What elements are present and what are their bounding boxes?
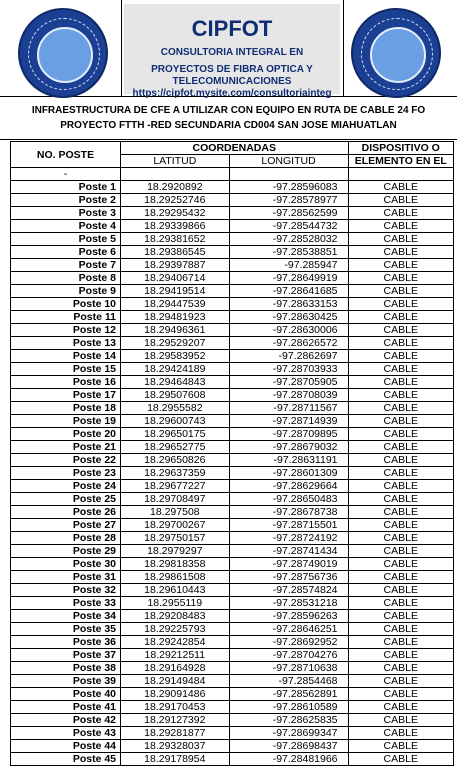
table-cell[interactable]: Poste 38 — [11, 662, 121, 675]
table-cell[interactable]: 18.29424189 — [121, 363, 230, 376]
table-row — [11, 506, 454, 519]
table-cell[interactable]: Poste 11 — [11, 311, 121, 324]
table-cell[interactable]: 18.29700267 — [121, 519, 230, 532]
table-cell[interactable]: -97.28709895 — [229, 428, 348, 441]
table-cell[interactable]: 18.297508 — [121, 506, 230, 519]
table-cell[interactable]: -97.28649919 — [229, 272, 348, 285]
table-row — [11, 311, 454, 324]
table-row — [11, 688, 454, 701]
table-cell[interactable]: -97.28714939 — [229, 415, 348, 428]
table-cell[interactable]: -97.28715501 — [229, 519, 348, 532]
table-cell[interactable]: CABLE — [348, 272, 453, 285]
table-row — [11, 636, 454, 649]
table-row — [11, 545, 454, 558]
table-cell[interactable]: -97.28711567 — [229, 402, 348, 415]
project-line-1: INFRAESTRUCTURA DE CFE A UTILIZAR CON EQUIPO EN RUTA DE CABLE 24 FO — [31, 105, 426, 116]
table-cell[interactable]: 18.29818358 — [121, 558, 230, 571]
table-cell[interactable]: -97.28631191 — [229, 454, 348, 467]
table-cell[interactable]: Poste 2 — [11, 194, 121, 207]
table-cell[interactable]: 18.29507608 — [121, 389, 230, 402]
table-cell[interactable]: CABLE — [348, 701, 453, 714]
table-cell[interactable]: -97.28538851 — [229, 246, 348, 259]
table-cell[interactable]: -97.28641685 — [229, 285, 348, 298]
table-cell[interactable]: -97.28481966 — [229, 753, 348, 766]
table-cell[interactable]: CABLE — [348, 285, 453, 298]
table-cell[interactable]: CABLE — [348, 441, 453, 454]
table-cell[interactable]: Poste 30 — [11, 558, 121, 571]
table-row — [11, 623, 454, 636]
header-no-poste[interactable]: NO. POSTE — [11, 142, 121, 168]
table-cell[interactable]: -97.28724192 — [229, 532, 348, 545]
table-row — [11, 701, 454, 714]
table-cell[interactable]: Poste 42 — [11, 714, 121, 727]
table-row — [11, 649, 454, 662]
table-cell[interactable]: 18.29650826 — [121, 454, 230, 467]
table-cell[interactable]: CABLE — [348, 194, 453, 207]
table-cell[interactable]: Poste 3 — [11, 207, 121, 220]
table-cell[interactable]: 18.29652775 — [121, 441, 230, 454]
header-block — [0, 0, 457, 97]
table-cell[interactable]: 18.29637359 — [121, 467, 230, 480]
header-dispositivo-2[interactable]: ELEMENTO EN EL — [348, 155, 453, 168]
table-cell[interactable]: 18.29481923 — [121, 311, 230, 324]
table-row — [11, 337, 454, 350]
table-cell[interactable]: -97.28562891 — [229, 688, 348, 701]
table-cell[interactable]: 18.29225793 — [121, 623, 230, 636]
table-cell[interactable]: Poste 1 — [11, 181, 121, 194]
table-row — [11, 233, 454, 246]
table-row — [11, 584, 454, 597]
table-cell[interactable]: Poste 35 — [11, 623, 121, 636]
table-cell[interactable]: 18.29861508 — [121, 571, 230, 584]
table-cell[interactable]: Poste 20 — [11, 428, 121, 441]
brand-subtitle-2: PROYECTOS DE FIBRA OPTICA Y — [151, 64, 313, 75]
table-cell[interactable]: -97.28596083 — [229, 181, 348, 194]
table-cell[interactable]: -97.28574824 — [229, 584, 348, 597]
table-cell[interactable]: CABLE — [348, 454, 453, 467]
table-cell[interactable]: Poste 8 — [11, 272, 121, 285]
table-cell[interactable]: 18.29610443 — [121, 584, 230, 597]
table-cell[interactable]: Poste 31 — [11, 571, 121, 584]
table-cell[interactable]: Poste 15 — [11, 363, 121, 376]
brand-subtitle-3: TELECOMUNICACIONES — [172, 76, 292, 87]
table-cell[interactable]: -97.28528032 — [229, 233, 348, 246]
table-cell[interactable]: Poste 4 — [11, 220, 121, 233]
table-cell[interactable]: Poste 26 — [11, 506, 121, 519]
table-cell[interactable]: CABLE — [348, 311, 453, 324]
table-row — [11, 207, 454, 220]
table-cell[interactable]: CABLE — [348, 727, 453, 740]
table-cell[interactable]: -97.28531218 — [229, 597, 348, 610]
header-dispositivo-1[interactable]: DISPOSITIVO O — [348, 142, 453, 155]
table-cell[interactable]: 18.29149484 — [121, 675, 230, 688]
table-cell[interactable]: CABLE — [348, 350, 453, 363]
table-cell[interactable]: -97.28646251 — [229, 623, 348, 636]
project-title-block — [0, 98, 457, 140]
table-cell[interactable]: -97.28692952 — [229, 636, 348, 649]
table-cell[interactable] — [348, 168, 453, 181]
table-cell[interactable]: Poste 43 — [11, 727, 121, 740]
table-row — [11, 285, 454, 298]
table-cell[interactable]: -97.28699347 — [229, 727, 348, 740]
table-row — [11, 467, 454, 480]
table-cell[interactable]: Poste 6 — [11, 246, 121, 259]
table-row — [11, 480, 454, 493]
table-cell[interactable]: -97.28650483 — [229, 493, 348, 506]
table-row — [11, 519, 454, 532]
cipfot-logo-right — [351, 8, 441, 98]
table-cell[interactable]: 18.29583952 — [121, 350, 230, 363]
table-cell[interactable]: -97.28704276 — [229, 649, 348, 662]
table-cell[interactable]: -97.2862697 — [229, 350, 348, 363]
table-cell[interactable]: -97.28708039 — [229, 389, 348, 402]
table-row — [11, 753, 454, 766]
table-cell[interactable]: Poste 34 — [11, 610, 121, 623]
table-row — [11, 259, 454, 272]
table-cell[interactable]: 18.29212511 — [121, 649, 230, 662]
table-cell[interactable]: -97.28630006 — [229, 324, 348, 337]
table-row — [11, 727, 454, 740]
table-cell[interactable]: Poste 28 — [11, 532, 121, 545]
table-cell[interactable]: 18.29339866 — [121, 220, 230, 233]
header-divider-right — [343, 0, 344, 96]
table-cell[interactable]: 18.2955119 — [121, 597, 230, 610]
table-cell[interactable]: Poste 36 — [11, 636, 121, 649]
table-cell[interactable]: -97.28562599 — [229, 207, 348, 220]
table-cell[interactable]: CABLE — [348, 428, 453, 441]
table-cell[interactable]: CABLE — [348, 688, 453, 701]
table-cell[interactable]: Poste 27 — [11, 519, 121, 532]
table-cell[interactable]: CABLE — [348, 584, 453, 597]
table-row — [11, 376, 454, 389]
table-cell[interactable]: Poste 41 — [11, 701, 121, 714]
table-cell[interactable]: CABLE — [348, 675, 453, 688]
table-cell[interactable]: CABLE — [348, 714, 453, 727]
table-cell[interactable]: Poste 18 — [11, 402, 121, 415]
table-cell[interactable]: 18.29091486 — [121, 688, 230, 701]
table-cell[interactable]: CABLE — [348, 415, 453, 428]
table-cell[interactable]: CABLE — [348, 506, 453, 519]
table-row — [11, 220, 454, 233]
table-cell[interactable]: 18.29386545 — [121, 246, 230, 259]
table-cell[interactable]: CABLE — [348, 207, 453, 220]
table-cell[interactable]: CABLE — [348, 493, 453, 506]
table-cell[interactable]: 18.29406714 — [121, 272, 230, 285]
table-cell[interactable]: Poste 14 — [11, 350, 121, 363]
table-cell[interactable]: Poste 16 — [11, 376, 121, 389]
table-row — [11, 389, 454, 402]
table-cell[interactable]: -97.28698437 — [229, 740, 348, 753]
table-cell[interactable]: Poste 45 — [11, 753, 121, 766]
table-cell[interactable]: 18.29127392 — [121, 714, 230, 727]
brand-url[interactable]: https://cipfot.mysite.com/consultoriainteg — [132, 88, 332, 99]
table-cell[interactable]: Poste 25 — [11, 493, 121, 506]
table-body — [11, 168, 454, 766]
brand-title: CIPFOT — [191, 16, 273, 41]
table-cell[interactable]: CABLE — [348, 753, 453, 766]
table-cell[interactable]: CABLE — [348, 337, 453, 350]
table-row — [11, 363, 454, 376]
header-divider-left — [121, 0, 122, 96]
table-cell[interactable]: CABLE — [348, 480, 453, 493]
table-cell[interactable]: 18.2979297 — [121, 545, 230, 558]
table-row — [11, 298, 454, 311]
table-cell[interactable]: - — [11, 168, 121, 181]
table-cell[interactable]: CABLE — [348, 389, 453, 402]
table-cell[interactable]: CABLE — [348, 597, 453, 610]
table-row — [11, 402, 454, 415]
brand-subtitle-1: CONSULTORIA INTEGRAL EN — [160, 47, 304, 58]
table-cell[interactable]: CABLE — [348, 519, 453, 532]
brand-panel — [124, 4, 340, 99]
table-cell[interactable]: Poste 13 — [11, 337, 121, 350]
table-cell[interactable]: CABLE — [348, 662, 453, 675]
table-cell[interactable]: Poste 5 — [11, 233, 121, 246]
table-cell[interactable]: 18.29208483 — [121, 610, 230, 623]
table-row — [11, 493, 454, 506]
table-cell[interactable]: Poste 32 — [11, 584, 121, 597]
table-cell[interactable]: CABLE — [348, 623, 453, 636]
table-row — [11, 532, 454, 545]
table-cell[interactable]: -97.2854468 — [229, 675, 348, 688]
table-cell[interactable]: 18.29708497 — [121, 493, 230, 506]
table-cell[interactable]: CABLE — [348, 636, 453, 649]
cipfot-logo-left — [18, 8, 108, 98]
table-cell[interactable]: CABLE — [348, 220, 453, 233]
table-cell[interactable]: -97.28601309 — [229, 467, 348, 480]
table-cell[interactable]: 18.29447539 — [121, 298, 230, 311]
table-cell[interactable]: 18.29178954 — [121, 753, 230, 766]
table-row — [11, 272, 454, 285]
table-cell[interactable]: Poste 37 — [11, 649, 121, 662]
table-cell[interactable]: Poste 39 — [11, 675, 121, 688]
table-cell[interactable]: -97.28756736 — [229, 571, 348, 584]
table-cell[interactable]: -97.28596263 — [229, 610, 348, 623]
table-cell[interactable]: Poste 10 — [11, 298, 121, 311]
table-row — [11, 675, 454, 688]
table-cell[interactable]: 18.29496361 — [121, 324, 230, 337]
table-cell[interactable]: Poste 12 — [11, 324, 121, 337]
table-cell[interactable]: -97.28705905 — [229, 376, 348, 389]
table-cell[interactable]: CABLE — [348, 467, 453, 480]
table-cell[interactable]: -97.285947 — [229, 259, 348, 272]
table-cell[interactable]: -97.28544732 — [229, 220, 348, 233]
table-cell[interactable]: CABLE — [348, 571, 453, 584]
table-row — [11, 415, 454, 428]
table-cell[interactable]: CABLE — [348, 402, 453, 415]
table-cell[interactable]: 18.29381652 — [121, 233, 230, 246]
table-cell[interactable]: CABLE — [348, 324, 453, 337]
project-line-2: PROYECTO FTTH -RED SECUNDARIA CD004 SAN JOSE MIAHUATLAN — [60, 120, 397, 131]
table-cell[interactable]: CABLE — [348, 558, 453, 571]
table-cell[interactable]: Poste 19 — [11, 415, 121, 428]
table-cell[interactable]: -97.28625835 — [229, 714, 348, 727]
table-cell[interactable]: -97.28630425 — [229, 311, 348, 324]
header-longitud[interactable]: LONGITUD — [229, 155, 348, 168]
table-cell[interactable]: CABLE — [348, 376, 453, 389]
table-cell[interactable]: 18.29750157 — [121, 532, 230, 545]
table-cell[interactable]: 18.29328037 — [121, 740, 230, 753]
table-row — [11, 610, 454, 623]
table-cell[interactable]: 18.2955582 — [121, 402, 230, 415]
table-cell[interactable]: Poste 21 — [11, 441, 121, 454]
header-latitud[interactable]: LATITUD — [121, 155, 230, 168]
table-row — [11, 597, 454, 610]
table-row — [11, 571, 454, 584]
table-row — [11, 181, 454, 194]
table-cell[interactable] — [229, 168, 348, 181]
table-cell[interactable]: Poste 22 — [11, 454, 121, 467]
table-cell[interactable]: Poste 29 — [11, 545, 121, 558]
table-cell[interactable]: -97.28679032 — [229, 441, 348, 454]
table-row — [11, 350, 454, 363]
table-cell[interactable]: -97.28629664 — [229, 480, 348, 493]
table-row — [11, 714, 454, 727]
table-cell[interactable]: -97.28610589 — [229, 701, 348, 714]
table-cell[interactable]: CABLE — [348, 259, 453, 272]
table-cell[interactable]: 18.29252746 — [121, 194, 230, 207]
table-cell[interactable]: 18.29529207 — [121, 337, 230, 350]
table-row — [11, 441, 454, 454]
table-cell[interactable]: 18.29164928 — [121, 662, 230, 675]
table-cell[interactable]: CABLE — [348, 363, 453, 376]
table-cell[interactable]: -97.28703933 — [229, 363, 348, 376]
table-cell[interactable]: CABLE — [348, 545, 453, 558]
table-cell[interactable]: Poste 40 — [11, 688, 121, 701]
table-row — [11, 324, 454, 337]
table-cell[interactable]: -97.28578977 — [229, 194, 348, 207]
table-row — [11, 246, 454, 259]
table-cell[interactable]: CABLE — [348, 298, 453, 311]
table-row — [11, 454, 454, 467]
table-cell[interactable]: 18.29295432 — [121, 207, 230, 220]
table-row — [11, 662, 454, 675]
table-cell[interactable]: 18.29677227 — [121, 480, 230, 493]
table-cell[interactable]: 18.2920892 — [121, 181, 230, 194]
table-cell[interactable]: -97.28633153 — [229, 298, 348, 311]
table-cell[interactable]: Poste 33 — [11, 597, 121, 610]
table-row — [11, 194, 454, 207]
table-cell[interactable]: 18.29397887 — [121, 259, 230, 272]
table-cell[interactable]: -97.28710638 — [229, 662, 348, 675]
poles-table — [10, 141, 454, 766]
table-cell[interactable]: 18.29464843 — [121, 376, 230, 389]
table-row — [11, 558, 454, 571]
table-cell[interactable] — [121, 168, 230, 181]
table-cell[interactable]: Poste 24 — [11, 480, 121, 493]
table-row — [11, 428, 454, 441]
table-cell[interactable]: CABLE — [348, 181, 453, 194]
table-cell[interactable]: Poste 44 — [11, 740, 121, 753]
table-cell[interactable]: CABLE — [348, 233, 453, 246]
table-cell[interactable]: CABLE — [348, 649, 453, 662]
header-coordenadas[interactable]: COORDENADAS — [121, 142, 349, 155]
table-cell[interactable]: 18.29170453 — [121, 701, 230, 714]
table-cell[interactable]: -97.28749019 — [229, 558, 348, 571]
table-cell[interactable]: Poste 23 — [11, 467, 121, 480]
table-cell[interactable]: 18.29600743 — [121, 415, 230, 428]
table-cell[interactable]: CABLE — [348, 740, 453, 753]
table-cell[interactable]: CABLE — [348, 610, 453, 623]
table-cell[interactable]: -97.28678738 — [229, 506, 348, 519]
table-cell[interactable]: -97.28626572 — [229, 337, 348, 350]
table-row — [11, 740, 454, 753]
table-cell[interactable]: 18.29281877 — [121, 727, 230, 740]
table-cell[interactable]: Poste 7 — [11, 259, 121, 272]
table-cell[interactable]: 18.29242854 — [121, 636, 230, 649]
table-cell[interactable]: CABLE — [348, 532, 453, 545]
table-cell[interactable]: 18.29419514 — [121, 285, 230, 298]
table-cell[interactable]: Poste 17 — [11, 389, 121, 402]
table-cell[interactable]: CABLE — [348, 246, 453, 259]
table-cell[interactable]: Poste 9 — [11, 285, 121, 298]
table-cell[interactable]: 18.29650175 — [121, 428, 230, 441]
table-cell[interactable]: -97.28741434 — [229, 545, 348, 558]
table-row — [11, 168, 454, 181]
